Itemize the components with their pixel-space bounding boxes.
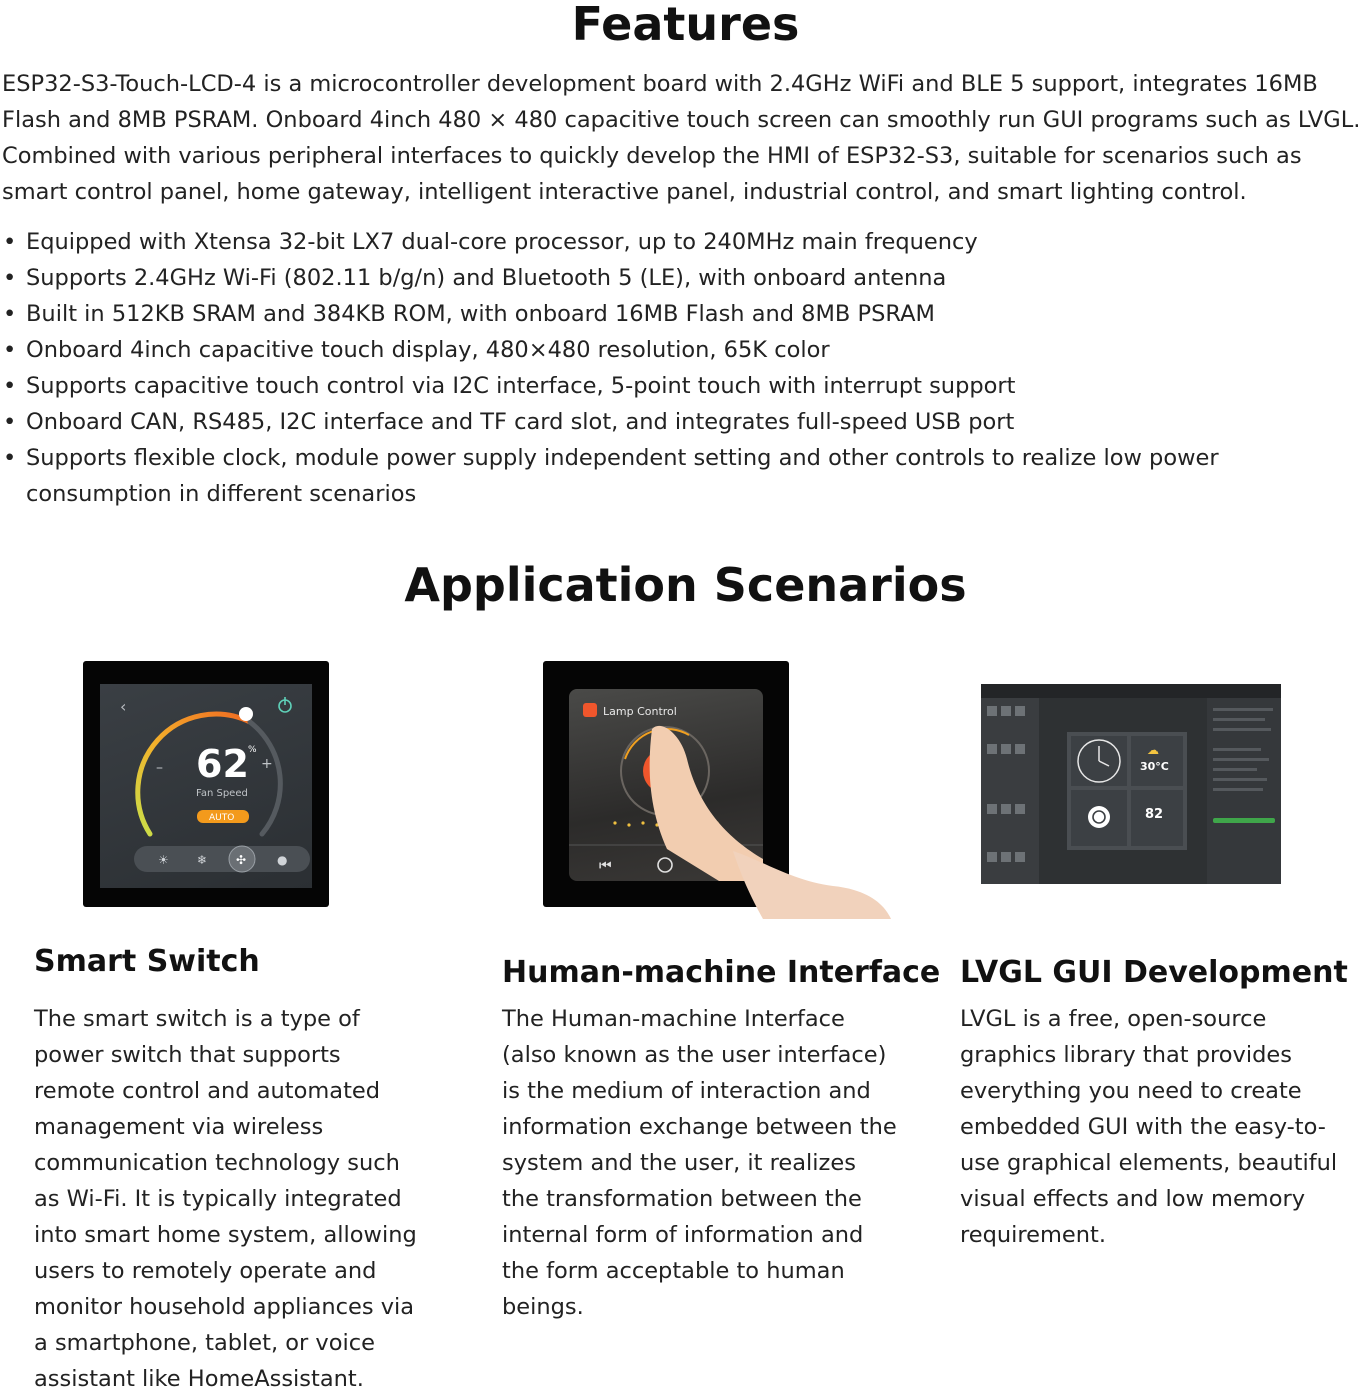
snowflake-icon: ❄ <box>197 853 208 867</box>
drop-icon: ● <box>277 853 288 867</box>
skip-back-icon: ⏮ <box>599 858 612 874</box>
power-icon <box>1088 806 1110 828</box>
list-item: • Equipped with Xtensa 32-bit LX7 dual-core processor, up to 240MHz main frequency <box>0 224 1368 260</box>
list-item: • Built in 512KB SRAM and 384KB ROM, with onboard 16MB Flash and 8MB PSRAM <box>0 296 1368 332</box>
list-item: • Supports 2.4GHz Wi-Fi (802.11 b/g/n) and Bluetooth 5 (LE), with onboard antenna <box>0 260 1368 296</box>
lvgl-editor-image <box>981 684 1281 884</box>
features-title: Features <box>571 0 800 51</box>
auto-badge: AUTO <box>209 813 235 823</box>
smart-switch-image <box>83 661 329 907</box>
hand-graphic <box>723 841 893 921</box>
lvgl-title: LVGL GUI Development <box>960 955 1348 990</box>
power-icon <box>658 858 672 872</box>
fan-speed-label: Fan Speed <box>196 788 248 799</box>
lamp-control-label: Lamp Control <box>603 705 677 718</box>
features-list <box>0 224 1368 512</box>
fan-dial-graphic <box>100 684 312 888</box>
minus-label: – <box>156 760 163 776</box>
hmi-title: Human-machine Interface <box>502 955 941 990</box>
list-item: • Onboard CAN, RS485, I2C interface and TF card slot, and integrates full-speed USB port <box>0 404 1368 440</box>
fan-speed-unit: % <box>248 745 257 755</box>
smart-switch-title: Smart Switch <box>34 944 260 979</box>
scenarios-title: Application Scenarios <box>404 558 967 612</box>
back-chevron-icon: ‹ <box>120 697 127 716</box>
hmi-image <box>543 661 789 907</box>
smart-switch-screen <box>100 684 312 888</box>
sun-icon: ☀ <box>158 853 169 867</box>
smart-switch-description: The smart switch is a type of power switch that supports remote control and automated management via wireless communication technology such as Wi-Fi. It is typically integrated into smart home system, allowing users to remotely operate and monitor household appliances via a smartphone, tablet, or voice assistant like HomeAssistant. <box>34 1006 417 1392</box>
list-item: • Onboard 4inch capacitive touch display, 480×480 resolution, 65K color <box>0 332 1368 368</box>
lvgl-description: LVGL is a free, open-source graphics library that provides everything you need to create embedded GUI with the easy-to-use graphical elements, beautiful visual effects and low memory requirement. <box>960 1006 1338 1248</box>
lvgl-editor-graphic <box>981 684 1281 884</box>
hmi-description: The Human-machine Interface (also known as the user interface) is the medium of interaction and information exchange between the system and the user, it realizes the transformation between the internal form of information and the form acceptable to human beings. <box>502 1006 897 1320</box>
plus-label: + <box>261 756 273 772</box>
lamp-app-icon <box>583 703 597 717</box>
list-item: • Supports capacitive touch control via I2C interface, 5-point touch with interrupt support <box>0 368 1368 404</box>
fan-icon: ✣ <box>236 853 247 867</box>
list-item: • Supports flexible clock, module power supply independent setting and other controls to realize low power consumption in different scenarios <box>0 440 1368 512</box>
features-intro: ESP32-S3-Touch-LCD-4 is a microcontroller development board with 2.4GHz WiFi and BLE 5 support, integrates 16MB Flash and 8MB PSRAM. Onboard 4inch 480 × 480 capacitive touch screen can smoothly run GUI programs such as LVGL. Combined with various peripheral interfaces to quickly develop the HMI of ESP32-S3, suitable for scenarios such as smart control panel, home gateway, intelligent interactive panel, industrial control, and smart lighting control. <box>2 71 1361 205</box>
weather-icon: ☁ <box>1147 743 1159 757</box>
fan-speed-value: 62 <box>196 742 249 786</box>
control-value: 82 <box>1145 807 1164 822</box>
temperature-value: 30°C <box>1140 760 1169 773</box>
